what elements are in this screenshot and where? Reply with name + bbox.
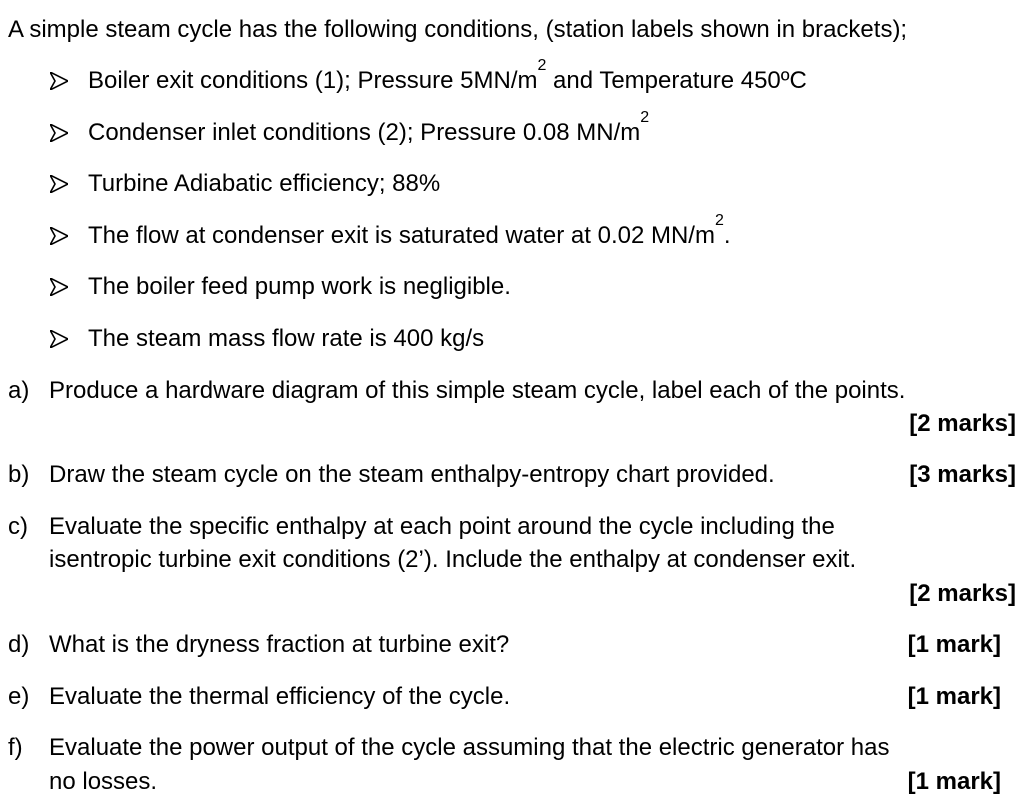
arrow-bullet-icon	[50, 278, 68, 296]
question-text: Evaluate the specific enthalpy at each point around the cycle including the	[49, 513, 835, 540]
bullet-text: The steam mass flow rate is 400 kg/s	[88, 325, 485, 352]
question-label: f)	[8, 734, 23, 761]
arrow-bullet-icon	[50, 330, 68, 348]
question-text: Evaluate the power output of the cycle assuming that the electric generator has	[49, 734, 890, 761]
intro-text: A simple steam cycle has the following conditions, (station labels shown in brackets);	[8, 16, 908, 43]
bullet-text: The boiler feed pump work is negligible.	[88, 273, 511, 300]
bullet-text: Boiler exit conditions (1); Pressure $5MN/m^2$ and Temperature 450ºC	[88, 57, 807, 94]
arrow-bullet-icon	[50, 72, 68, 90]
marks-label: [1 mark]	[907, 683, 1001, 710]
arrow-bullet-icon	[50, 124, 68, 142]
marks-label: [3 marks]	[909, 461, 1016, 488]
question-label: d)	[8, 631, 30, 658]
question-label: b)	[8, 461, 30, 488]
arrow-bullet-icon	[50, 227, 68, 245]
marks-label: [1 mark]	[907, 631, 1001, 658]
question-label: c)	[8, 513, 28, 540]
question-text: no losses.	[49, 768, 158, 795]
question-text: Evaluate the thermal efficiency of the cycle.	[49, 683, 511, 710]
question-label: a)	[8, 377, 30, 404]
marks-label: [1 mark]	[907, 768, 1001, 795]
question-text: Produce a hardware diagram of this simple steam cycle, label each of the points.	[49, 377, 906, 404]
bullet-text: Turbine Adiabatic efficiency; 88%	[88, 170, 441, 197]
bullet-text: Condenser inlet conditions (2); Pressure 0.08 $MN/m^2$	[88, 109, 650, 146]
question-text: What is the dryness fraction at turbine exit?	[49, 631, 510, 658]
marks-label: [2 marks]	[909, 580, 1016, 607]
marks-label: [2 marks]	[909, 410, 1016, 437]
question-text: isentropic turbine exit conditions (2’). Include the enthalpy at condenser exit.	[49, 546, 857, 573]
arrow-bullet-icon	[50, 175, 68, 193]
bullet-text: The flow at condenser exit is saturated water at 0.02 $MN/m^2$.	[88, 212, 731, 249]
question-text: Draw the steam cycle on the steam enthalpy-entropy chart provided.	[49, 461, 775, 488]
question-label: e)	[8, 683, 30, 710]
